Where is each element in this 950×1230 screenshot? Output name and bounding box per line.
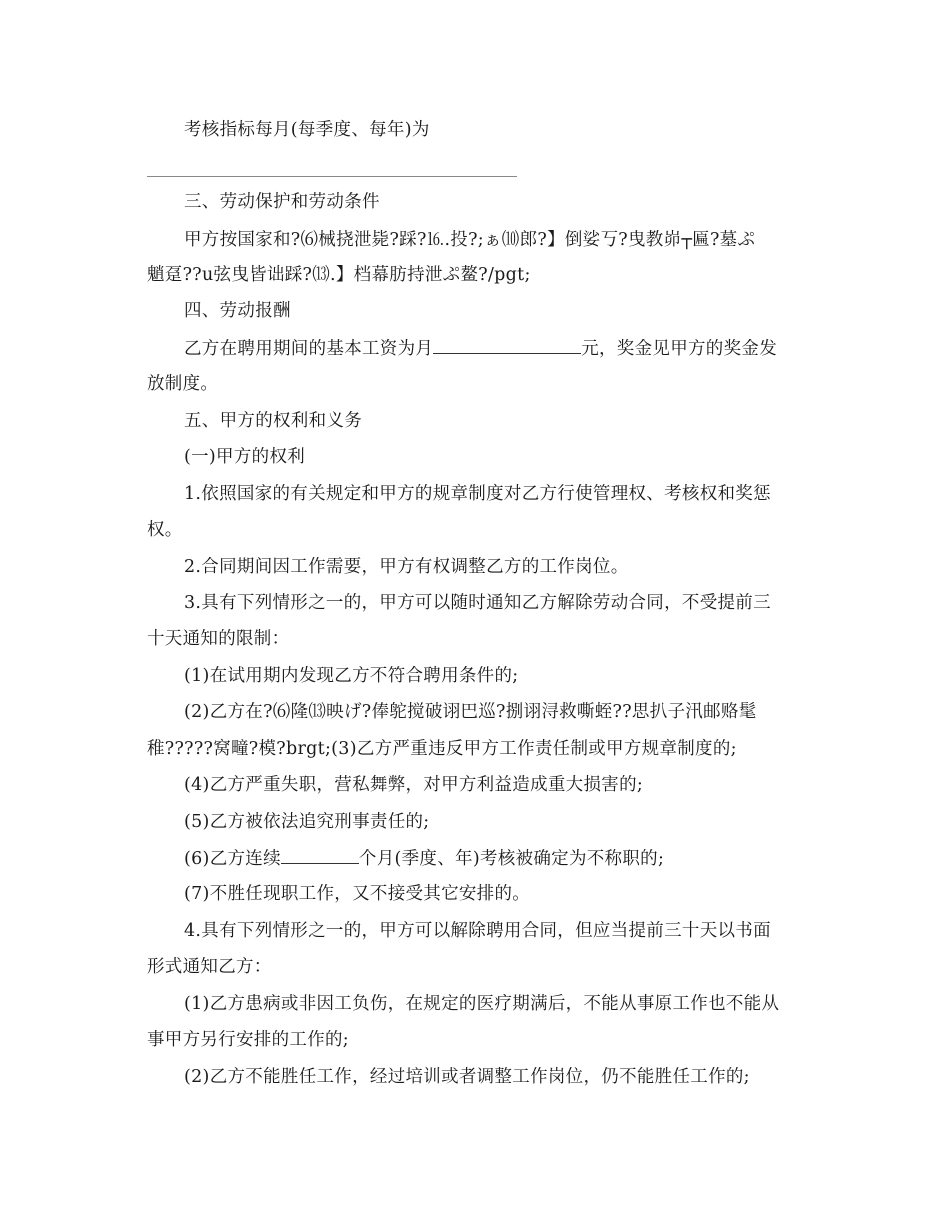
fill-in-blank-line bbox=[147, 176, 517, 177]
months-text-after: 个月(季度、年)考核被确定为不称职的; bbox=[358, 849, 665, 869]
list-item-continuation: 十天通知的限制： bbox=[147, 629, 290, 649]
sub-list-item: (5)乙方被依法追究刑事责任的; bbox=[184, 812, 430, 832]
subsection-heading: (一)甲方的权利 bbox=[184, 447, 306, 467]
paragraph-line: 甲方按国家和?⑹械挠泄毙?踩?⒗.投?;ぁ⑽郎?】倒娑丂?曳教峁┬匾?墓ぷ bbox=[184, 230, 756, 250]
paragraph-line bbox=[184, 336, 849, 361]
salary-text-after: 元，奖金见甲方的奖金发 bbox=[581, 339, 778, 359]
list-item: 3.具有下列情形之一的，甲方可以随时通知乙方解除劳动合同，不受提前三 bbox=[184, 593, 771, 613]
list-item: 2.合同期间因工作需要，甲方有权调整乙方的工作岗位。 bbox=[184, 557, 629, 577]
assessment-paragraph: 考核指标每月(每季度、每年)为 bbox=[184, 120, 430, 140]
sub-list-item bbox=[184, 846, 849, 871]
list-item-continuation: 权。 bbox=[147, 520, 183, 540]
months-blank bbox=[281, 846, 359, 864]
section-heading-5: 五、甲方的权利和义务 bbox=[184, 411, 362, 431]
paragraph-line: 魈趸??u弦曳皆诎踩?⒀.】档幕肪持泄ぷ鳌?/pgt; bbox=[147, 265, 531, 285]
list-item-continuation: 形式通知乙方： bbox=[147, 957, 272, 977]
sub-list-item: (7)不胜任现职工作，又不接受其它安排的。 bbox=[184, 884, 531, 904]
list-item: 4.具有下列情形之一的，甲方可以解除聘用合同，但应当提前三十天以书面 bbox=[184, 921, 771, 941]
sub-list-item-continuation: 稚?????窝疃?模?brgt;(3)乙方严重违反甲方工作责任制或甲方规章制度的; bbox=[147, 739, 737, 759]
section-heading-3: 三、劳动保护和劳动条件 bbox=[184, 192, 380, 212]
paragraph-line: 放制度。 bbox=[147, 374, 219, 394]
sub-list-item: (2)乙方不能胜任工作，经过培训或者调整工作岗位，仍不能胜任工作的; bbox=[184, 1067, 750, 1087]
list-item: 1.依照国家的有关规定和甲方的规章制度对乙方行使管理权、考核权和奖惩 bbox=[184, 484, 771, 504]
sub-list-item: (1)在试用期内发现乙方不符合聘用条件的; bbox=[184, 666, 519, 686]
salary-blank bbox=[433, 336, 581, 354]
salary-text-before: 乙方在聘用期间的基本工资为月 bbox=[184, 339, 434, 359]
sub-list-item: (2)乙方在?⑹隆⒀映げ?俸鸵搅破诩巴巡?捌诩浔救嘶蛭??思扒子汛邮赂髦 bbox=[184, 702, 757, 722]
sub-list-item-continuation: 事甲方另行安排的工作的; bbox=[147, 1030, 349, 1050]
sub-list-item: (1)乙方患病或非因工负伤，在规定的医疗期满后，不能从事原工作也不能从 bbox=[184, 994, 780, 1014]
section-heading-4: 四、劳动报酬 bbox=[184, 301, 291, 321]
months-text-before: (6)乙方连续 bbox=[184, 849, 281, 869]
sub-list-item: (4)乙方严重失职，营私舞弊，对甲方利益造成重大损害的; bbox=[184, 775, 644, 795]
